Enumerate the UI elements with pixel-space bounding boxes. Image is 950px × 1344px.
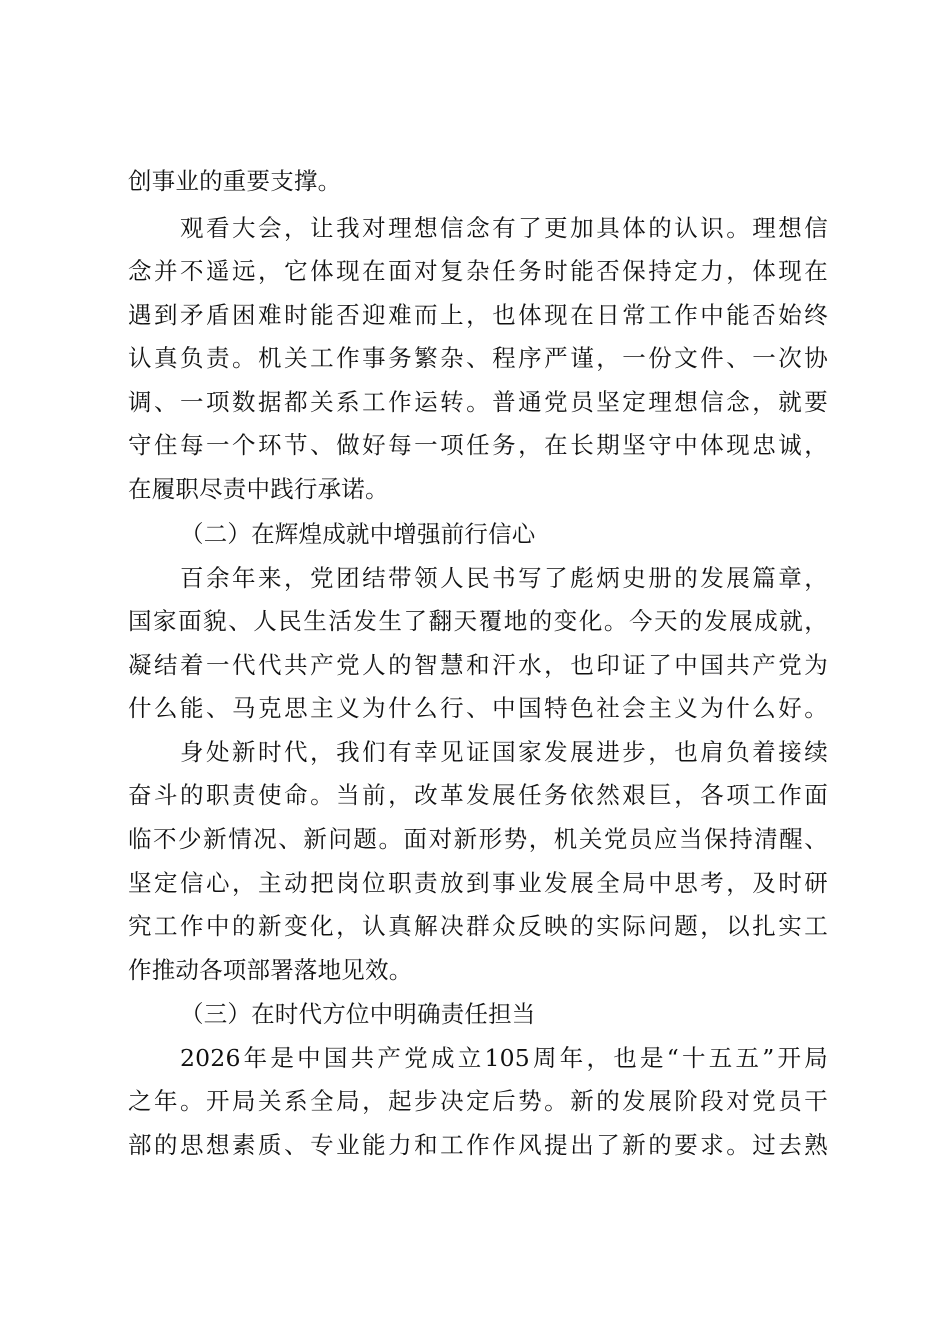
- text-line: 遇到矛盾困难时能否迎难而上，也体现在日常工作中能否始终: [128, 301, 828, 329]
- text-line: 临不少新情况、新问题。面对新形势，机关党员应当保持清醒、: [128, 825, 828, 853]
- text-line: 守住每一个环节、做好每一项任务，在长期坚守中体现忠诚，: [128, 431, 828, 459]
- text-line: 凝结着一代代共产党人的智慧和汗水，也印证了中国共产党为: [128, 651, 828, 679]
- text-line: 观看大会，让我对理想信念有了更加具体的认识。理想信: [180, 214, 828, 242]
- text-line: 身处新时代，我们有幸见证国家发展进步，也肩负着接续: [180, 738, 828, 766]
- text-line: 调、一项数据都关系工作运转。普通党员坚定理想信念，就要: [128, 388, 828, 416]
- text-line: 究工作中的新变化，认真解决群众反映的实际问题，以扎实工: [128, 912, 828, 940]
- text-line: 创事业的重要支撑。: [128, 167, 342, 195]
- text-line: 百余年来，党团结带领人民书写了彪炳史册的发展篇章，: [180, 564, 828, 592]
- text-line: 认真负责。机关工作事务繁杂、程序严谨，一份文件、一次协: [128, 344, 828, 372]
- text-line: 奋斗的职责使命。当前，改革发展任务依然艰巨，各项工作面: [128, 781, 828, 809]
- text-line: 之年。开局关系全局，起步决定后势。新的发展阶段对党员干: [128, 1087, 828, 1115]
- text-line: 坚定信心，主动把岗位职责放到事业发展全局中思考，及时研: [128, 869, 828, 897]
- text-line: 作推动各项部署落地见效。: [128, 956, 413, 984]
- text-line: 2026年是中国共产党成立105周年，也是“十五五”开局: [180, 1044, 828, 1072]
- text-line: 国家面貌、人民生活发生了翻天覆地的变化。今天的发展成就，: [128, 607, 828, 635]
- text-line: 在履职尽责中践行承诺。: [128, 475, 389, 503]
- text-line: 念并不遥远，它体现在面对复杂任务时能否保持定力，体现在: [128, 257, 828, 285]
- section-heading: （二）在辉煌成就中增强前行信心: [180, 520, 536, 548]
- text-line: 部的思想素质、专业能力和工作作风提出了新的要求。过去熟: [128, 1131, 828, 1159]
- section-heading: （三）在时代方位中明确责任担当: [180, 1000, 536, 1028]
- text-line: 什么能、马克思主义为什么行、中国特色社会主义为什么好。: [128, 694, 828, 722]
